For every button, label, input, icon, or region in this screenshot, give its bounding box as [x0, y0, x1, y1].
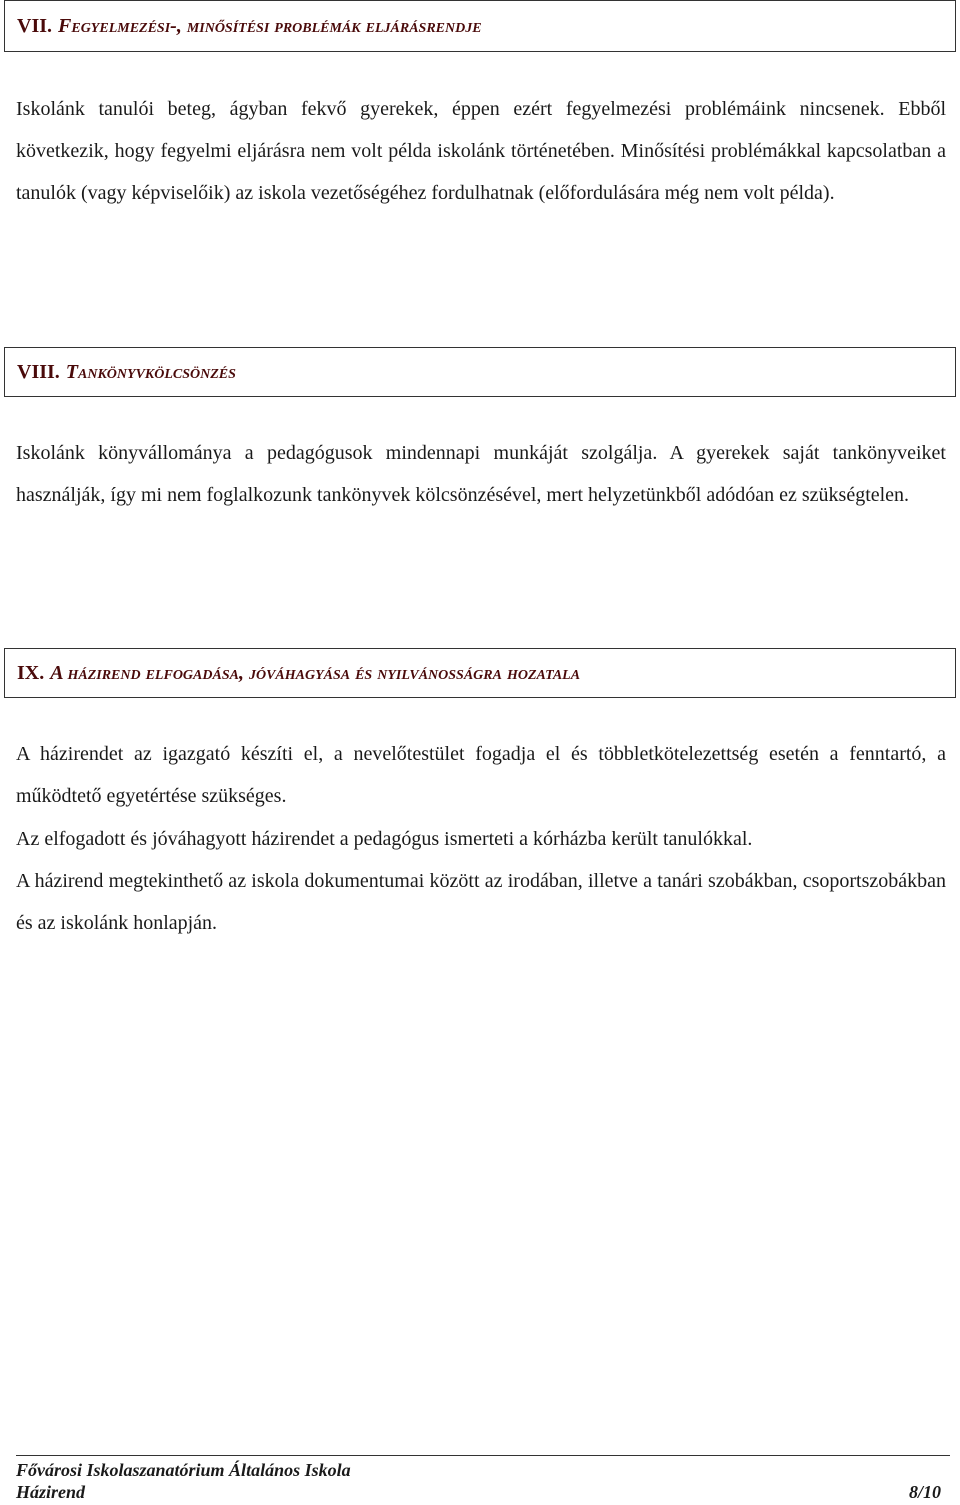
paragraph: Iskolánk tanulói beteg, ágyban fekvő gyerekek, éppen ezért fegyelmezési problémáink nincsenek. Ebből következik, hogy fegyelmi eljárásra nem volt példa iskolánk történetében. Minősítési problémákkal kapcsolatban a tanulók (vagy képviselőik) az iskola vezetőségéhez fordulhatnak (előfordulására még nem volt példa). [16, 98, 946, 204]
section-heading-vii [4, 0, 956, 52]
section-heading-ix [4, 648, 956, 698]
footer-institution: Fővárosi Iskolaszanatórium Általános Iskola [16, 1460, 351, 1480]
section-title: Tankönyvkölcsönzés [65, 360, 236, 383]
section-number: VII. [17, 14, 53, 37]
footer-doc-name: Házirend [16, 1482, 86, 1502]
section-number: VIII. [17, 360, 60, 383]
section-title: Fegyelmezési-, minősítési problémák eljárásrendje [58, 14, 482, 37]
section-title: A házirend elfogadása, jóváhagyása és nyilvánosságra hozatala [50, 661, 581, 684]
footer-doc-line [16, 1482, 941, 1503]
footer-divider [16, 1455, 950, 1456]
paragraph: A házirend megtekinthető az iskola dokumentumai között az irodában, illetve a tanári szobákban, csoportszobákban és az iskolánk honlapján. [16, 870, 946, 934]
paragraph: A házirendet az igazgató készíti el, a nevelőtestület fogadja el és többletkötelezettség esetén a fenntartó, a működtető egyetértése szükséges. [16, 743, 946, 807]
section-heading-viii [4, 347, 956, 397]
section-number: IX. [17, 661, 45, 684]
footer-page-number: 8/10 [908, 1482, 941, 1502]
paragraph: Az elfogadott és jóváhagyott házirendet a pedagógus ismerteti a kórházba került tanulókkal. [16, 828, 753, 850]
paragraph: Iskolánk könyvállománya a pedagógusok mindennapi munkáját szolgálja. A gyerekek saját tankönyveiket használják, így mi nem foglalkozunk tankönyvek kölcsönzésével, mert helyzetünkből adódóan ez szükségtelen. [16, 442, 946, 506]
footer-institution-line [16, 1460, 941, 1481]
